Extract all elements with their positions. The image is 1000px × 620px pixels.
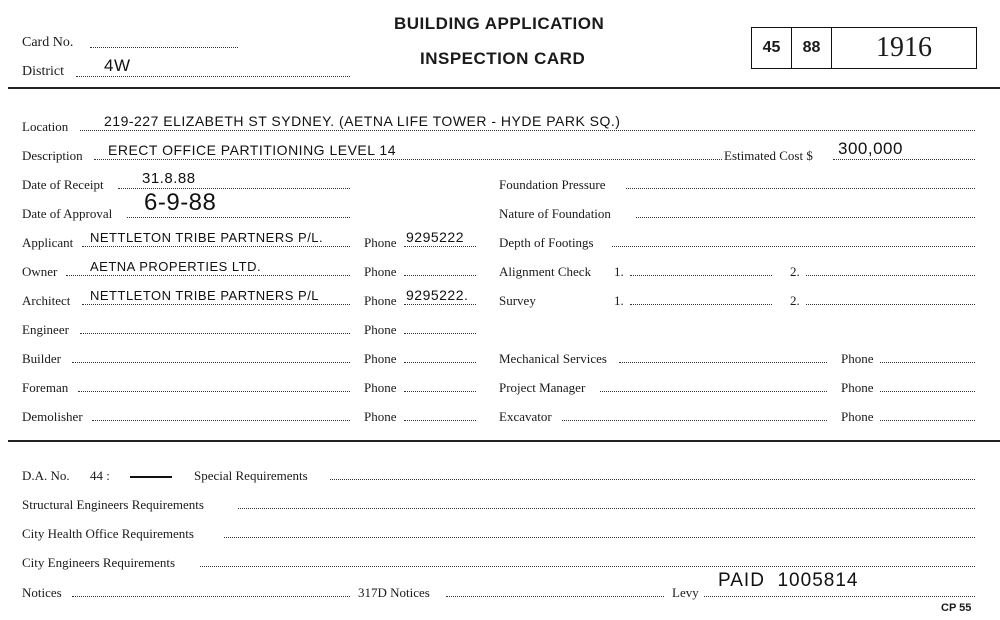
city-engineers-label: City Engineers Requirements — [22, 555, 176, 570]
location-label: Location — [22, 119, 69, 134]
engineer-label: Engineer — [22, 322, 69, 337]
foreman-line — [78, 390, 350, 392]
da-no-value: 44 : — [90, 468, 110, 483]
architect-value: NETTLETON TRIBE PARTNERS P/L — [90, 288, 320, 303]
builder-label: Builder — [22, 351, 61, 366]
alignment-check-label: Alignment Check — [499, 264, 592, 279]
district-line — [76, 75, 350, 77]
architect-phone-label: Phone — [364, 293, 397, 308]
excavator-line — [562, 419, 827, 421]
applicant-value: NETTLETON TRIBE PARTNERS P/L. — [90, 230, 324, 245]
mechanical-services-label: Mechanical Services — [499, 351, 607, 366]
demolisher-phone-label: Phone — [364, 409, 397, 424]
alignment-check-2-line — [806, 274, 975, 276]
card-number-cell-3: 1916 — [876, 32, 932, 63]
card-no-label: Card No. — [22, 35, 74, 50]
survey-label: Survey — [499, 293, 536, 308]
alignment-check-1-label: 1. — [614, 264, 624, 279]
excavator-phone-label: Phone — [841, 409, 874, 424]
levy-line — [704, 595, 975, 597]
location-value: 219-227 ELIZABETH ST SYDNEY. (AETNA LIFE TOWER - HYDE PARK SQ.) — [104, 113, 621, 129]
mechanical-services-phone-line — [880, 361, 975, 363]
alignment-check-1-line — [630, 274, 772, 276]
mechanical-services-phone-label: Phone — [841, 351, 874, 366]
card-number-box — [751, 27, 977, 69]
engineer-phone-line — [404, 332, 476, 334]
foreman-phone-line — [404, 390, 476, 392]
applicant-phone-label: Phone — [364, 235, 397, 250]
special-requirements-line — [330, 478, 975, 480]
estimated-cost-label: Estimated Cost $ — [724, 148, 813, 163]
city-health-line — [224, 536, 975, 538]
top-divider — [8, 87, 1000, 89]
engineer-phone-label: Phone — [364, 322, 397, 337]
survey-2-label: 2. — [790, 293, 800, 308]
excavator-phone-line — [880, 419, 975, 421]
mechanical-services-line — [619, 361, 827, 363]
survey-2-line — [806, 303, 975, 305]
form-code: CP 55 — [941, 602, 972, 614]
levy-value: PAID 1005814 — [718, 570, 859, 591]
project-manager-phone-line — [880, 390, 975, 392]
date-of-receipt-value: 31.8.88 — [142, 170, 196, 187]
notices-317d-line — [446, 595, 664, 597]
date-of-approval-label: Date of Approval — [22, 206, 113, 221]
demolisher-line — [92, 419, 350, 421]
project-manager-line — [600, 390, 827, 392]
alignment-check-2-label: 2. — [790, 264, 800, 279]
foreman-label: Foreman — [22, 380, 69, 395]
demolisher-label: Demolisher — [22, 409, 83, 424]
da-no-dash — [130, 476, 172, 478]
estimated-cost-value: 300,000 — [838, 139, 903, 158]
notices-line — [72, 595, 350, 597]
card-number-cell-1: 45 — [752, 28, 792, 68]
district-value: 4W — [104, 56, 131, 75]
form-title-line1: BUILDING APPLICATION — [394, 14, 605, 33]
owner-phone-label: Phone — [364, 264, 397, 279]
builder-line — [72, 361, 350, 363]
owner-value: AETNA PROPERTIES LTD. — [90, 259, 262, 274]
demolisher-phone-line — [404, 419, 476, 421]
survey-1-line — [630, 303, 772, 305]
applicant-label: Applicant — [22, 235, 74, 250]
description-value: ERECT OFFICE PARTITIONING LEVEL 14 — [108, 142, 396, 158]
survey-1-label: 1. — [614, 293, 624, 308]
owner-label: Owner — [22, 264, 58, 279]
depth-of-footings-label: Depth of Footings — [499, 235, 594, 250]
notices-317d-label: 317D Notices — [358, 585, 430, 600]
depth-of-footings-line — [612, 245, 975, 247]
architect-label: Architect — [22, 293, 71, 308]
architect-phone-value: 9295222. — [406, 287, 469, 303]
project-manager-label: Project Manager — [499, 380, 586, 395]
project-manager-phone-label: Phone — [841, 380, 874, 395]
nature-of-foundation-line — [636, 216, 975, 218]
card-number-cell-2: 88 — [792, 28, 832, 68]
nature-of-foundation-label: Nature of Foundation — [499, 206, 611, 221]
district-label: District — [22, 64, 64, 79]
city-engineers-line — [200, 565, 975, 567]
foreman-phone-label: Phone — [364, 380, 397, 395]
applicant-phone-value: 9295222 — [406, 229, 465, 245]
middle-divider — [8, 440, 1000, 442]
builder-phone-line — [404, 361, 476, 363]
foundation-pressure-label: Foundation Pressure — [499, 177, 606, 192]
form-title-line2: INSPECTION CARD — [420, 49, 586, 68]
levy-label: Levy — [672, 585, 699, 600]
structural-engineers-label: Structural Engineers Requirements — [22, 497, 204, 512]
engineer-line — [80, 332, 350, 334]
da-no-label: D.A. No. — [22, 468, 70, 483]
special-requirements-label: Special Requirements — [194, 468, 308, 483]
city-health-label: City Health Office Requirements — [22, 526, 194, 541]
date-of-approval-value: 6-9-88 — [144, 189, 217, 216]
owner-phone-line — [404, 274, 476, 276]
date-of-receipt-label: Date of Receipt — [22, 177, 104, 192]
excavator-label: Excavator — [499, 409, 552, 424]
builder-phone-label: Phone — [364, 351, 397, 366]
notices-label: Notices — [22, 585, 62, 600]
card-no-line — [90, 46, 238, 48]
foundation-pressure-line — [626, 187, 975, 189]
structural-engineers-line — [238, 507, 975, 509]
estimated-cost-line — [833, 158, 975, 160]
description-label: Description — [22, 148, 83, 163]
date-of-approval-line — [127, 216, 350, 218]
